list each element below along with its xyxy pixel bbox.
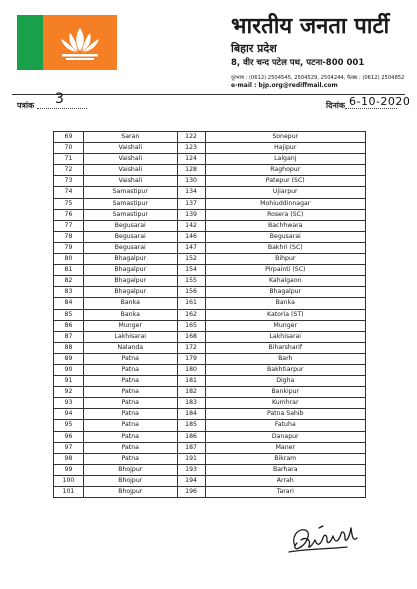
constituency-number-cell: 185 [177, 420, 205, 431]
table-row [54, 176, 366, 187]
constituency-number-cell: 184 [177, 409, 205, 420]
constituency-number-cell: 172 [177, 342, 205, 353]
table-row [54, 132, 366, 143]
table-row [54, 364, 366, 375]
logo-saffron-field [43, 15, 117, 70]
serial-number-cell: 83 [54, 287, 84, 298]
constituency-number-cell: 161 [177, 298, 205, 309]
serial-number-cell: 96 [54, 431, 84, 442]
constituency-name-cell: Munger [205, 320, 365, 331]
table-row [54, 187, 366, 198]
serial-number-cell: 73 [54, 176, 84, 187]
table-row [54, 387, 366, 398]
serial-number-cell: 70 [54, 143, 84, 154]
constituency-number-cell: 142 [177, 220, 205, 231]
table-row [54, 353, 366, 364]
constituency-name-cell: Bhagalpur [205, 287, 365, 298]
serial-number-cell: 92 [54, 387, 84, 398]
district-cell: Saran [83, 132, 177, 143]
constituency-number-cell: 162 [177, 309, 205, 320]
table-row [54, 342, 366, 353]
constituency-name-cell: Fatuha [205, 420, 365, 431]
constituency-name-cell: Danapur [205, 431, 365, 442]
constituency-number-cell: 146 [177, 231, 205, 242]
district-cell: Vaishali [83, 165, 177, 176]
ref-number-value: 3 [55, 91, 64, 107]
table-row [54, 442, 366, 453]
constituency-name-cell: Barhara [205, 464, 365, 475]
constituency-name-cell: Bakhtiarpur [205, 364, 365, 375]
constituency-number-cell: 139 [177, 209, 205, 220]
table-row [54, 242, 366, 253]
handwritten-signature-icon [285, 516, 365, 556]
constituency-number-cell: 168 [177, 331, 205, 342]
serial-number-cell: 85 [54, 309, 84, 320]
constituency-number-cell: 179 [177, 353, 205, 364]
constituency-number-cell: 193 [177, 464, 205, 475]
constituency-name-cell: Bachhwara [205, 220, 365, 231]
constituency-name-cell: Maner [205, 442, 365, 453]
serial-number-cell: 80 [54, 254, 84, 265]
date-line [345, 108, 397, 109]
constituency-name-cell: Kahalgaon [205, 276, 365, 287]
district-cell: Begusarai [83, 231, 177, 242]
serial-number-cell: 84 [54, 298, 84, 309]
serial-number-cell: 99 [54, 464, 84, 475]
constituency-number-cell: 191 [177, 453, 205, 464]
district-cell: Lakhisarai [83, 331, 177, 342]
table-row [54, 276, 366, 287]
serial-number-cell: 78 [54, 231, 84, 242]
table-row [54, 409, 366, 420]
state-unit: बिहार प्रदेश [231, 42, 277, 55]
serial-number-cell: 81 [54, 265, 84, 276]
district-cell: Vaishali [83, 176, 177, 187]
table-row [54, 287, 366, 298]
district-cell: Banka [83, 309, 177, 320]
district-cell: Patna [83, 398, 177, 409]
serial-number-cell: 101 [54, 487, 84, 498]
table-row [54, 209, 366, 220]
district-cell: Patna [83, 409, 177, 420]
serial-number-cell: 97 [54, 442, 84, 453]
district-cell: Vaishali [83, 154, 177, 165]
constituency-name-cell: Mohiuddinnagar [205, 198, 365, 209]
table-row [54, 331, 366, 342]
lotus-icon [52, 23, 108, 63]
ref-number-line [37, 108, 87, 109]
table-row [54, 298, 366, 309]
serial-number-cell: 76 [54, 209, 84, 220]
table-row [54, 464, 366, 475]
table-row [54, 487, 366, 498]
constituency-number-cell: 154 [177, 265, 205, 276]
serial-number-cell: 94 [54, 409, 84, 420]
constituency-name-cell: Arrah [205, 475, 365, 486]
table-row [54, 165, 366, 176]
table-row [54, 453, 366, 464]
serial-number-cell: 93 [54, 398, 84, 409]
constituency-name-cell: Tarari [205, 487, 365, 498]
serial-number-cell: 98 [54, 453, 84, 464]
serial-number-cell: 89 [54, 353, 84, 364]
serial-number-cell: 87 [54, 331, 84, 342]
district-cell: Bhojpur [83, 475, 177, 486]
serial-number-cell: 90 [54, 364, 84, 375]
district-cell: Nalanda [83, 342, 177, 353]
constituency-number-cell: 182 [177, 387, 205, 398]
constituency-number-cell: 183 [177, 398, 205, 409]
district-cell: Begusarai [83, 220, 177, 231]
serial-number-cell: 72 [54, 165, 84, 176]
serial-number-cell: 75 [54, 198, 84, 209]
district-cell: Bhagalpur [83, 254, 177, 265]
district-cell: Patna [83, 453, 177, 464]
constituency-name-cell: Digha [205, 376, 365, 387]
logo-green-band [17, 15, 43, 70]
district-cell: Patna [83, 420, 177, 431]
serial-number-cell: 82 [54, 276, 84, 287]
constituency-name-cell: Barh [205, 353, 365, 364]
district-cell: Patna [83, 431, 177, 442]
serial-number-cell: 77 [54, 220, 84, 231]
letterhead-divider [12, 94, 405, 95]
constituency-number-cell: 152 [177, 254, 205, 265]
constituency-number-cell: 156 [177, 287, 205, 298]
constituency-number-cell: 147 [177, 242, 205, 253]
table-row [54, 254, 366, 265]
constituency-name-cell: Katoria (ST) [205, 309, 365, 320]
serial-number-cell: 79 [54, 242, 84, 253]
constituency-name-cell: Lalganj [205, 154, 365, 165]
constituency-name-cell: Sonepur [205, 132, 365, 143]
ref-number-label: पत्रांक [17, 100, 35, 110]
district-cell: Begusarai [83, 242, 177, 253]
district-cell: Samastipur [83, 198, 177, 209]
constituency-table-body [54, 132, 366, 498]
table-row [54, 143, 366, 154]
bjp-logo [17, 15, 117, 70]
district-cell: Patna [83, 376, 177, 387]
organization-name: भारतीय जनता पार्टी [231, 13, 390, 39]
constituency-table [53, 131, 366, 498]
district-cell: Bhagalpur [83, 265, 177, 276]
serial-number-cell: 69 [54, 132, 84, 143]
constituency-name-cell: Banka [205, 298, 365, 309]
serial-number-cell: 100 [54, 475, 84, 486]
district-cell: Patna [83, 387, 177, 398]
constituency-name-cell: Rosera (SC) [205, 209, 365, 220]
date-label: दिनांक [326, 100, 345, 110]
office-address: 8, वीर चन्द पटेल पथ, पटना-800 001 [231, 58, 365, 68]
serial-number-cell: 74 [54, 187, 84, 198]
district-cell: Vaishali [83, 143, 177, 154]
table-row [54, 420, 366, 431]
table-row [54, 320, 366, 331]
constituency-name-cell: Raghopur [205, 165, 365, 176]
constituency-number-cell: 122 [177, 132, 205, 143]
constituency-name-cell: Kumhrar [205, 398, 365, 409]
table-row [54, 376, 366, 387]
district-cell: Samastipur [83, 187, 177, 198]
constituency-number-cell: 130 [177, 176, 205, 187]
table-row [54, 309, 366, 320]
table-row [54, 220, 366, 231]
constituency-number-cell: 155 [177, 276, 205, 287]
district-cell: Samastipur [83, 209, 177, 220]
constituency-name-cell: Pirpainti (SC) [205, 265, 365, 276]
district-cell: Patna [83, 364, 177, 375]
date-value: 6-10-2020 [349, 95, 411, 108]
serial-number-cell: 95 [54, 420, 84, 431]
constituency-number-cell: 124 [177, 154, 205, 165]
table-row [54, 398, 366, 409]
constituency-number-cell: 134 [177, 187, 205, 198]
table-row [54, 265, 366, 276]
table-row [54, 431, 366, 442]
district-cell: Bhojpur [83, 487, 177, 498]
constituency-name-cell: Bihpur [205, 254, 365, 265]
constituency-number-cell: 181 [177, 376, 205, 387]
constituency-name-cell: Begusarai [205, 231, 365, 242]
serial-number-cell: 86 [54, 320, 84, 331]
constituency-name-cell: Hajipur [205, 143, 365, 154]
district-cell: Patna [83, 353, 177, 364]
serial-number-cell: 91 [54, 376, 84, 387]
contact-phone: दूरभाष : (0612) 2504545, 2504529, 2504244, फैक्स : (0612) 2504852 [231, 75, 405, 81]
district-cell: Bhagalpur [83, 276, 177, 287]
constituency-number-cell: 123 [177, 143, 205, 154]
constituency-name-cell: Patna Sahib [205, 409, 365, 420]
table-row [54, 231, 366, 242]
serial-number-cell: 88 [54, 342, 84, 353]
district-cell: Banka [83, 298, 177, 309]
district-cell: Bhojpur [83, 464, 177, 475]
district-cell: Bhagalpur [83, 287, 177, 298]
constituency-name-cell: Patepur (SC) [205, 176, 365, 187]
serial-number-cell: 71 [54, 154, 84, 165]
constituency-number-cell: 196 [177, 487, 205, 498]
constituency-number-cell: 187 [177, 442, 205, 453]
constituency-number-cell: 137 [177, 198, 205, 209]
constituency-name-cell: Biharsharif [205, 342, 365, 353]
district-cell: Patna [83, 442, 177, 453]
constituency-number-cell: 128 [177, 165, 205, 176]
table-row [54, 198, 366, 209]
contact-email: e-mail : bjp.org@rediffmail.com [231, 82, 338, 89]
constituency-name-cell: Bankipur [205, 387, 365, 398]
district-cell: Munger [83, 320, 177, 331]
constituency-number-cell: 186 [177, 431, 205, 442]
constituency-number-cell: 194 [177, 475, 205, 486]
table-row [54, 154, 366, 165]
constituency-number-cell: 165 [177, 320, 205, 331]
constituency-name-cell: Lakhisarai [205, 331, 365, 342]
table-row [54, 475, 366, 486]
constituency-name-cell: Bikram [205, 453, 365, 464]
constituency-number-cell: 180 [177, 364, 205, 375]
constituency-name-cell: Ujiarpur [205, 187, 365, 198]
constituency-name-cell: Bakhri (SC) [205, 242, 365, 253]
